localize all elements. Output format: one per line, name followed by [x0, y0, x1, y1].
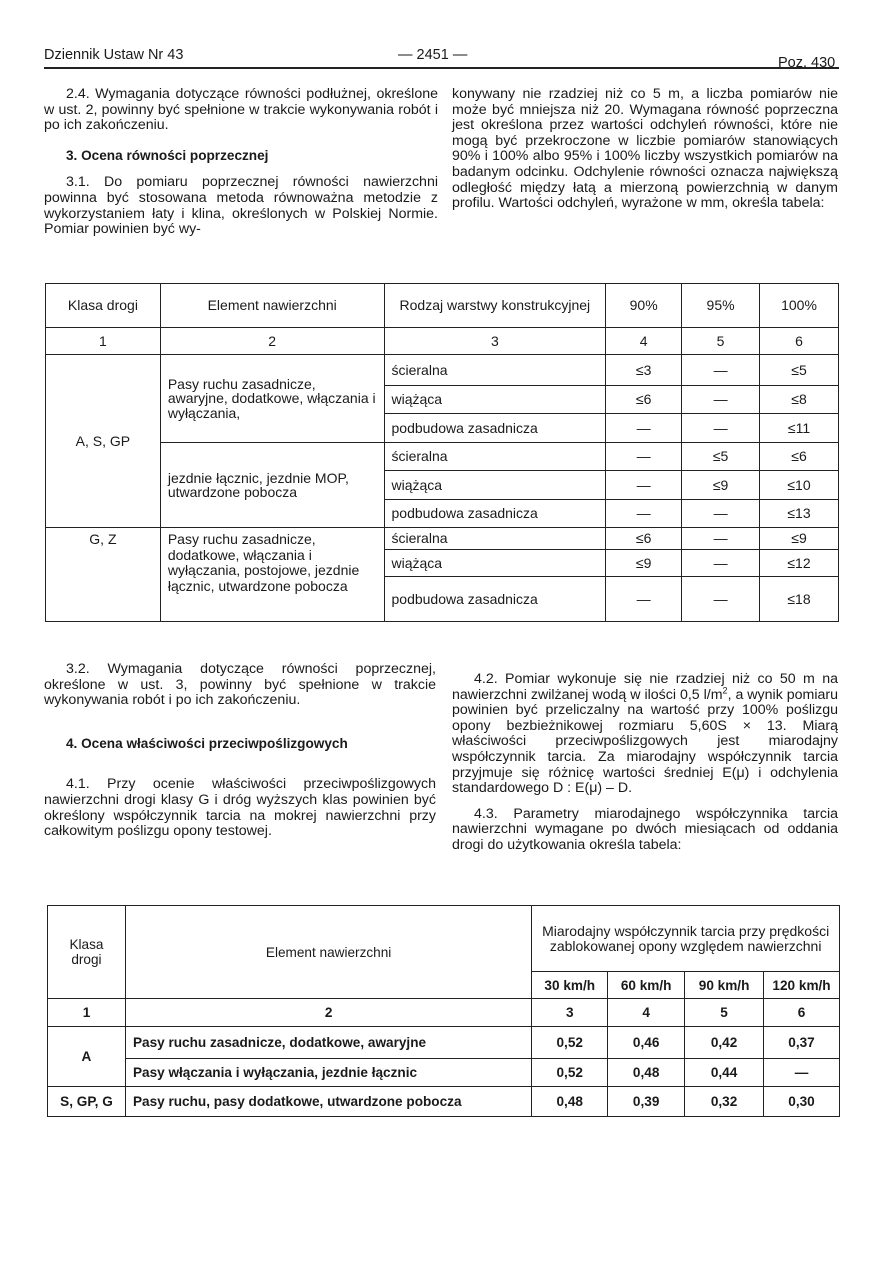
column-number: 3 [532, 999, 608, 1027]
position-number: Poz. 430 [778, 55, 836, 71]
value-90-cell: ≤3 [606, 355, 682, 386]
value-100-cell: ≤11 [760, 414, 839, 443]
column-number: 4 [606, 328, 682, 355]
lower-left-column [44, 662, 436, 840]
table1-header-cell: 100% [760, 284, 839, 328]
transverse-evenness-table [45, 283, 839, 622]
road-class-cell: S, GP, G [48, 1087, 126, 1117]
column-number: 5 [682, 328, 760, 355]
column-number: 1 [48, 999, 126, 1027]
paragraph-3-1: 3.1. Do pomiaru poprzecznej równości nawierzchni powinna być stosowana metoda równoważna metodzie z wykorzystaniem łaty i klina, określonych w Polskiej Normie. Pomiar powinien być wy- [44, 174, 438, 238]
layer-cell: wiążąca [384, 471, 606, 500]
table-row [48, 1059, 840, 1087]
table-row [46, 528, 839, 550]
header-rule [44, 67, 839, 69]
value-100-cell: ≤12 [760, 550, 839, 577]
paragraph-4-1: 4.1. Przy ocenie właściwości przeciwpoślizgowych nawierzchni drogi klasy G i dróg wyższych klas powinien być określony współczynnik tarcia na mokrej nawierzchni przy całkowitym poślizgu opony testowej. [44, 776, 436, 840]
table2-group-header: Miarodajny współczynnik tarcia przy prędkości zablokowanej opony względem nawierzchni [532, 906, 840, 972]
surface-element-cell: Pasy włączania i wyłączania, jezdnie łącznic [125, 1059, 531, 1087]
value-100-cell: ≤13 [760, 500, 839, 528]
table-row [48, 1027, 840, 1059]
friction-value-cell: 0,52 [532, 1027, 608, 1059]
table2-header-row [48, 906, 840, 972]
superscript: 2 [722, 684, 728, 695]
value-90-cell: — [606, 443, 682, 471]
table1-header-cell: 95% [682, 284, 760, 328]
layer-cell: ścieralna [384, 443, 606, 471]
road-class-cell: A [48, 1027, 126, 1087]
surface-element-cell: Pasy ruchu zasadnicze, awaryjne, dodatkowe, włączania i wyłączania, [160, 355, 384, 443]
table-row [46, 443, 839, 471]
friction-value-cell: 0,39 [608, 1087, 685, 1117]
column-number: 2 [125, 999, 531, 1027]
table1-header-cell: 90% [606, 284, 682, 328]
value-95-cell: — [682, 414, 760, 443]
friction-value-cell: 0,52 [532, 1059, 608, 1087]
surface-element-cell: Pasy ruchu, pasy dodatkowe, utwardzone pobocza [125, 1087, 531, 1117]
paragraph-3-2: 3.2. Wymagania dotyczące równości poprzecznej, określone w ust. 3, powinny być spełnione w trakcie wykonywania robót i po ich zakończeniu. [44, 661, 436, 709]
road-class-cell: A, S, GP [46, 355, 161, 528]
value-100-cell: ≤5 [760, 355, 839, 386]
layer-cell: ścieralna [384, 355, 606, 386]
layer-cell: ścieralna [384, 528, 606, 550]
value-90-cell: — [606, 414, 682, 443]
value-95-cell: — [682, 355, 760, 386]
friction-coefficient-table [47, 905, 840, 1117]
value-90-cell: — [606, 500, 682, 528]
table1-header-cell: Rodzaj warstwy konstrukcyjnej [384, 284, 606, 328]
journal-title: Dziennik Ustaw Nr 43 [44, 47, 184, 63]
layer-cell: podbudowa zasadnicza [384, 414, 606, 443]
heading-section-4: 4. Ocena właściwości przeciwpoślizgowych [66, 735, 348, 751]
column-number: 6 [764, 999, 840, 1027]
value-90-cell: — [606, 471, 682, 500]
value-100-cell: ≤9 [760, 528, 839, 550]
value-100-cell: ≤10 [760, 471, 839, 500]
table1-header-cell: Element nawierzchni [160, 284, 384, 328]
speed-header: 120 km/h [764, 972, 840, 999]
paragraph-4-3: 4.3. Parametry miarodajnego współczynnika tarcia nawierzchni wymagane po dwóch miesiącach od oddania drogi do użytkowania określa tabela: [452, 805, 838, 853]
friction-value-cell: — [764, 1059, 840, 1087]
friction-value-cell: 0,48 [532, 1087, 608, 1117]
column-number: 1 [46, 328, 161, 355]
friction-value-cell: 0,32 [685, 1087, 764, 1117]
table-row [48, 1087, 840, 1117]
friction-value-cell: 0,30 [764, 1087, 840, 1117]
page-number: — 2451 — [398, 47, 468, 63]
column-number: 6 [760, 328, 839, 355]
paragraph-4-2-part-b: , a wynik pomiaru powinien być przeliczalny na wartość przy 100% poślizgu opony bezbieżnikowej rozmiaru 5,60S × 13. Miarą właściwości przeciwpoślizgowych jest miarodajny współczynnik tarcia. Za miarodajny współczynnik tarcia przyjmuje się różnicę wartości średniej E(μ) i odchylenia standardowego D : E(μ) – D. [452, 686, 838, 797]
upper-left-column [44, 87, 438, 238]
value-100-cell: ≤6 [760, 443, 839, 471]
friction-value-cell: 0,44 [685, 1059, 764, 1087]
value-90-cell: ≤6 [606, 386, 682, 414]
table1-header-row [46, 284, 839, 328]
friction-value-cell: 0,42 [685, 1027, 764, 1059]
layer-cell: podbudowa zasadnicza [384, 577, 606, 622]
column-number: 5 [685, 999, 764, 1027]
value-95-cell: ≤5 [682, 443, 760, 471]
road-class-cell: G, Z [46, 528, 161, 622]
value-90-cell: ≤9 [606, 550, 682, 577]
friction-value-cell: 0,48 [608, 1059, 685, 1087]
table1-column-number-row [46, 328, 839, 355]
value-90-cell: — [606, 577, 682, 622]
friction-value-cell: 0,37 [764, 1027, 840, 1059]
speed-header: 90 km/h [685, 972, 764, 999]
layer-cell: wiążąca [384, 386, 606, 414]
surface-element-cell: Pasy ruchu zasadnicze, dodatkowe, awaryjne [125, 1027, 531, 1059]
value-100-cell: ≤8 [760, 386, 839, 414]
value-95-cell: ≤9 [682, 471, 760, 500]
value-95-cell: — [682, 500, 760, 528]
surface-element-cell: Pasy ruchu zasadnicze, dodatkowe, włączania i wyłączania, postojowe, jezdnie łącznic, utwardzone pobocza [160, 528, 384, 622]
paragraph-4-2 [452, 672, 838, 797]
speed-header: 60 km/h [608, 972, 685, 999]
table2-header-cell: Klasa drogi [48, 906, 126, 999]
table1-header-cell: Klasa drogi [46, 284, 161, 328]
table2-header-cell: Element nawierzchni [125, 906, 531, 999]
upper-right-column [452, 87, 838, 212]
paragraph-3-1-continued: konywany nie rzadziej niż co 5 m, a liczba pomiarów nie może być mniejsza niż 20. Wymagana równość poprzeczna jest określona przez wartości odchyleń równości, które nie mogą być przekroczone w liczbie pomiarów stanowiących 90% i 100% albo 95% i 100% liczby wszystkich pomiarów na badanym odcinku. Odchylenie równości oznacza największą odległość między łatą a mierzoną powierzchnią w danym profilu. Wartości odchyleń, wyrażone w mm, określa tabela: [452, 86, 838, 212]
column-number: 3 [384, 328, 606, 355]
column-number: 2 [160, 328, 384, 355]
speed-header: 30 km/h [532, 972, 608, 999]
value-95-cell: — [682, 528, 760, 550]
paragraph-2-4: 2.4. Wymagania dotyczące równości podłużnej, określone w ust. 2, powinny być spełnione w trakcie wykonywania robót i po ich zakończeniu. [44, 86, 438, 134]
value-100-cell: ≤18 [760, 577, 839, 622]
lower-right-column [452, 672, 838, 854]
column-number: 4 [608, 999, 685, 1027]
value-95-cell: — [682, 386, 760, 414]
friction-value-cell: 0,46 [608, 1027, 685, 1059]
value-95-cell: — [682, 550, 760, 577]
table2-column-number-row [48, 999, 840, 1027]
table-row [46, 355, 839, 386]
paragraph-4-2-part-a: 4.2. Pomiar wykonuje się nie rzadziej niż co 50 m na nawierzchni zwilżanej wodą w ilości 0,5 l/m [452, 671, 838, 703]
value-90-cell: ≤6 [606, 528, 682, 550]
value-95-cell: — [682, 577, 760, 622]
heading-section-3: 3. Ocena równości poprzecznej [66, 147, 269, 163]
layer-cell: podbudowa zasadnicza [384, 500, 606, 528]
layer-cell: wiążąca [384, 550, 606, 577]
surface-element-cell: jezdnie łącznic, jezdnie MOP, utwardzone pobocza [160, 443, 384, 528]
